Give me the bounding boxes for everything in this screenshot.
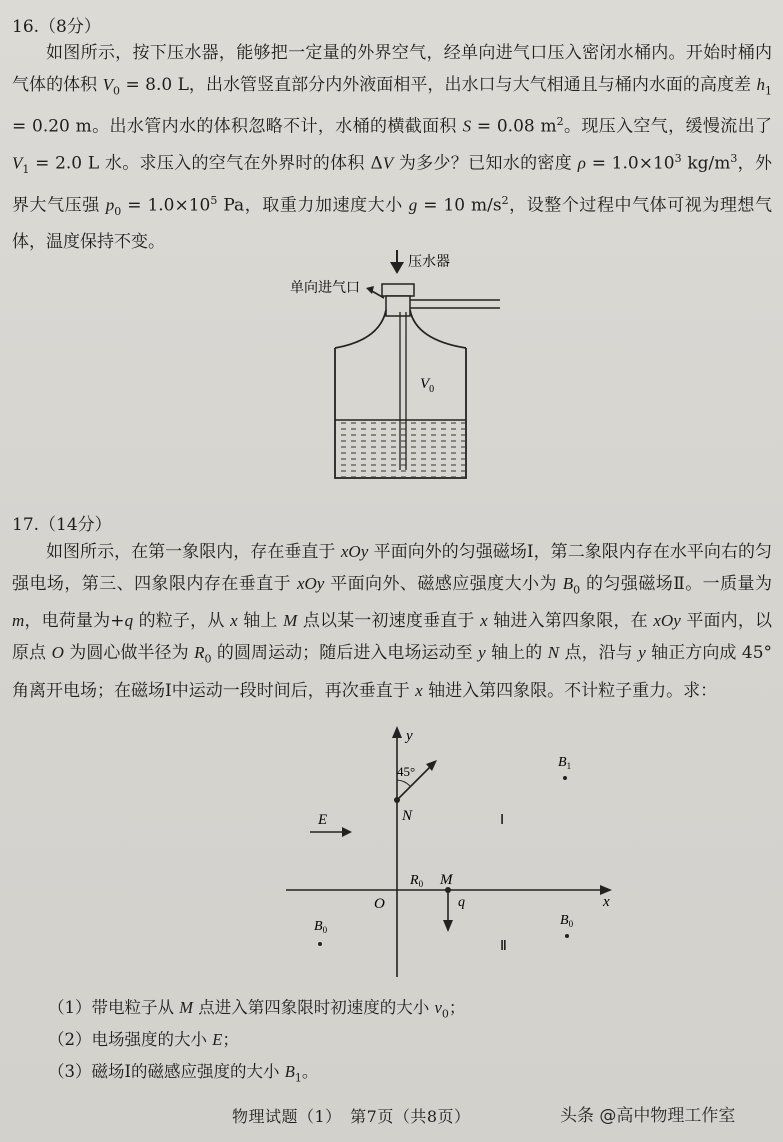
sub-question-3: （3）磁场Ⅰ的磁感应强度的大小 $B_1$。 [48,1062,319,1085]
label-x: x [603,894,610,910]
page-footer: 物理试题（1） 第7页（共8页） [232,1107,471,1126]
label-region-2: Ⅱ [500,939,507,954]
field-diagram [280,722,620,984]
question-16-heading: 16.（8分） [12,17,101,37]
sub-question-2: （2）电场强度的大小 E； [48,1030,239,1049]
watermark: 头条 @高中物理工作室 [560,1106,736,1126]
label-V0: $V_0$ [420,376,435,395]
label-B1: $B_1$ [558,755,572,771]
B0-left-dot [318,942,322,946]
label-q: q [458,895,465,910]
label-angle: 45° [397,764,416,779]
B0-right-dot [565,934,569,938]
question-17-heading: 17.（14分） [12,515,112,535]
sub-question-1: （1）带电粒子从 M 点进入第四象限时初速度的大小 $v_0$； [48,998,466,1021]
label-region-1: Ⅰ [500,813,505,828]
label-press: 压水器 [408,255,450,270]
question-16-text: 如图所示，按下压水器，能够把一定量的外界空气，经单向进气口压入密闭水桶内。开始时桶内气体的体积 $V_0 = 8.0$ L，出水管竖直部分内外液面相平，出水口与大气相通且与桶内水面的高度差 $h_1 = 0.20$ m。出水管内水的体积忽略不计，水桶的横截面积 S = 0.08 $m^2$。现压入空气，缓慢流出了 $V_1 = 2.0$ L 水。求压入的空气在外界时的体积 ΔV 为多少？已知水的密度 $\rho = 1.0\times 10^3$ $kg/m^3$，外界大气压强 $p_0 = 1.0\times 10^5$ Pa，取重力加速度大小 g = 10 $m/s^2$，设整个过程中气体可视为理想气体，温度保持不变。 [12,43,773,253]
label-y: y [406,728,413,744]
label-R0: $R_0$ [410,873,424,889]
label-M: M [440,872,453,888]
label-inlet: 单向进气口 [290,281,360,296]
B1-dot [563,776,567,780]
label-origin: O [374,896,385,912]
label-B0-right: $B_0$ [560,913,574,929]
label-B0-left: $B_0$ [314,919,328,935]
label-E: E [318,812,328,828]
question-17-text: 如图所示，在第一象限内，存在垂直于 xOy 平面向外的匀强磁场Ⅰ，第二象限内存在水平向右的匀强电场，第三、四象限内存在垂直于 xOy 平面向外、磁感应强度大小为 $B_0$ 的匀强磁场Ⅱ。一质量为 m，电荷量为+q 的粒子，从 x 轴上 M 点以某一初速度垂直于 x 轴进入第四象限，在 xOy 平面内，以原点 O 为圆心做半径为 $R_0$ 的圆周运动；随后进入电场运动至 y 轴上的 N 点，沿与 y 轴正方向成 45° 角离开电场；在磁场Ⅰ中运动一段时间后，再次垂直于 x 轴进入第四象限。不计粒子重力。求： [12,542,773,701]
water-bucket-figure [270,240,530,490]
presser-box [382,284,414,296]
label-N: N [402,808,413,824]
